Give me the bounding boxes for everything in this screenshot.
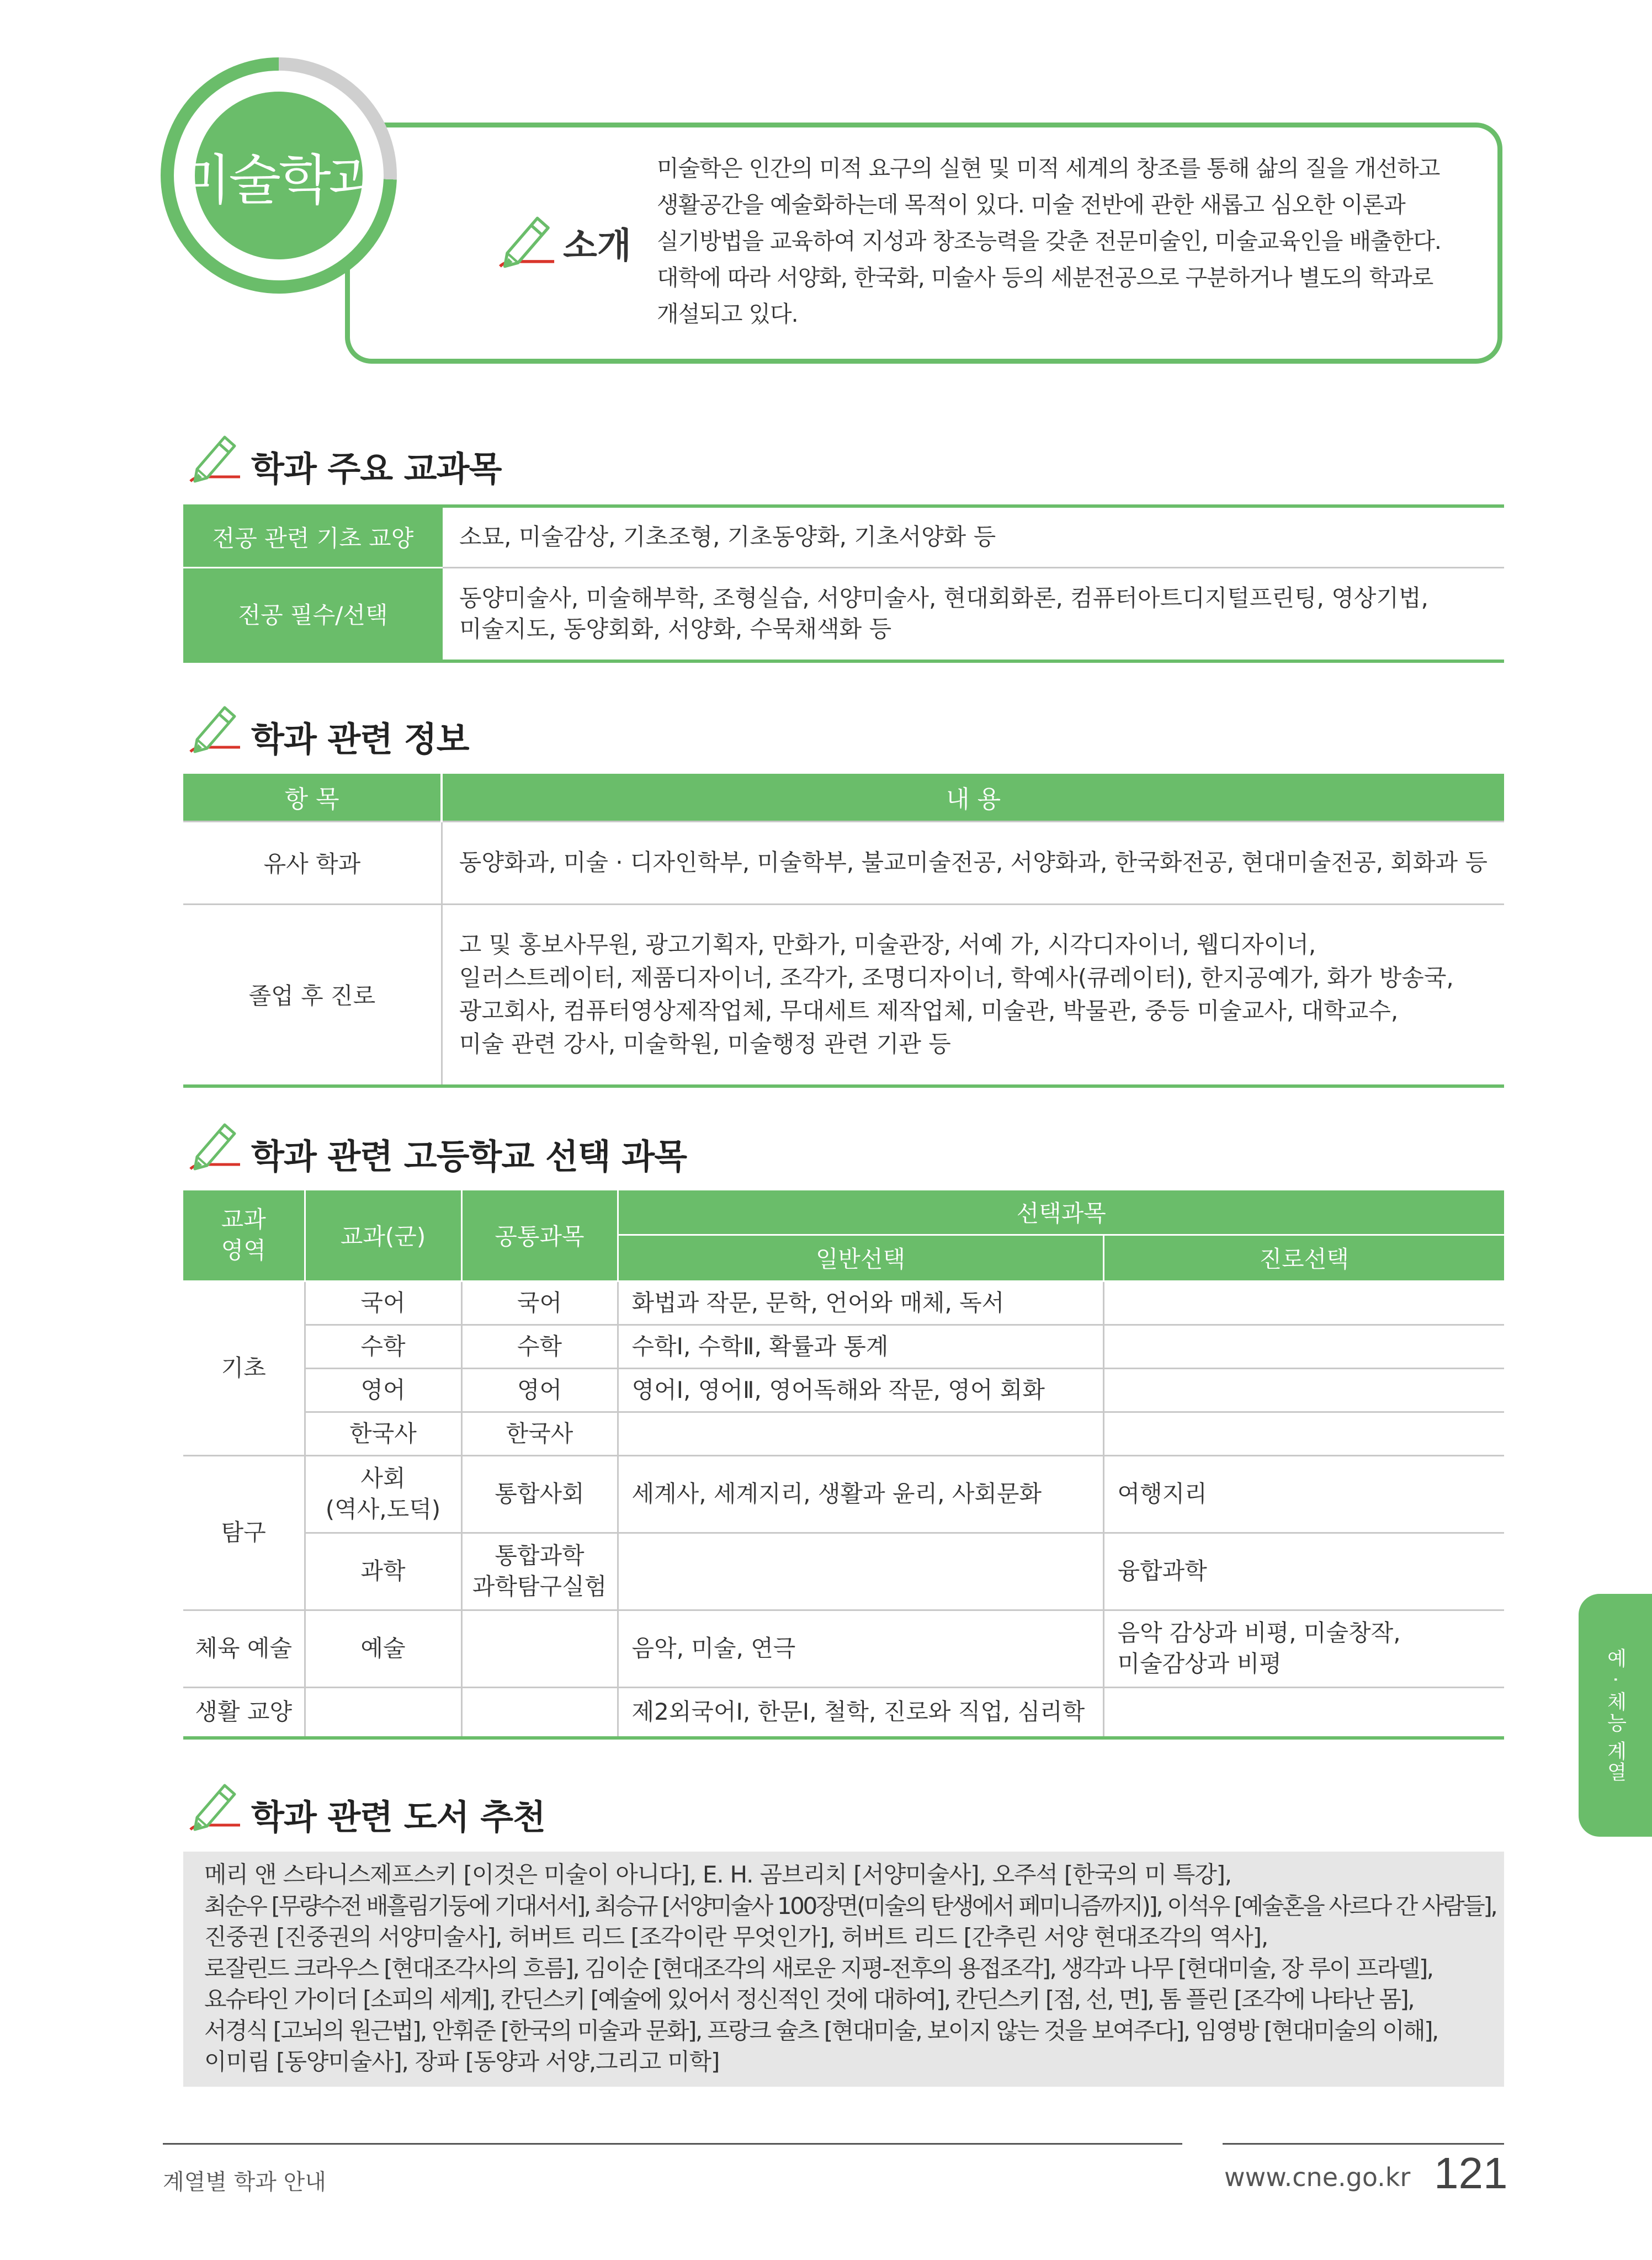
table-header-row [183, 774, 1504, 821]
intro-line: 미술학은 인간의 미적 요구의 실현 및 미적 세계의 창조를 통해 삶의 질을 개선하고 [657, 155, 1440, 182]
career-cell [1103, 1412, 1504, 1455]
table-header-row [183, 1190, 1504, 1235]
row-value [443, 567, 1504, 661]
general-cell: 화법과 작문, 문학, 언어와 매체, 독서 [618, 1281, 1103, 1325]
book-line: 요슈타인 가이더 [소피의 세계], 칸딘스키 [예술에 있어서 정신적인 것에 대하여], 칸딘스키 [점, 선, 면], 톰 플린 [조각에 나타난 몸], [204, 1986, 1414, 2013]
career-cell [1103, 1610, 1504, 1687]
table-row [183, 1412, 1504, 1455]
general-cell: 수학Ⅰ, 수학Ⅱ, 확률과 통계 [618, 1325, 1103, 1368]
row-value [442, 821, 1504, 904]
row-value-line: 동양화과, 미술 · 디자인학부, 미술학부, 불교미술전공, 서양화과, 한국화전공, 현대미술전공, 회화과 등 [459, 849, 1488, 876]
common-cell: 수학 [461, 1325, 618, 1368]
row-label: 전공 관련 기초 교양 [183, 506, 443, 567]
area-cell: 기초 [183, 1281, 305, 1455]
row-value-line: 일러스트레이터, 제품디자이너, 조각가, 조명디자이너, 학예사(큐레이터), 한지공예가, 화가 방송국, [459, 964, 1454, 992]
table-row [183, 567, 1504, 661]
intro-line: 생활공간을 예술화하는데 목적이 있다. 미술 전반에 관한 새롭고 심오한 이론과 [657, 192, 1405, 218]
footer-url[interactable]: www.cne.go.kr [1224, 2162, 1411, 2192]
header-content: 내 용 [442, 774, 1504, 821]
table-row [183, 1325, 1504, 1368]
career-cell [1103, 1325, 1504, 1368]
career-cell: 융합과학 [1103, 1533, 1504, 1610]
header-common: 공통과목 [461, 1190, 618, 1281]
group-cell-line: 사회 [360, 1465, 406, 1492]
intro-line: 대학에 따라 서양화, 한국화, 미술사 등의 세분전공으로 구분하거나 별도의 학과로 [657, 264, 1433, 291]
book-line: 최순우 [무량수전 배흘림기둥에 기대서서], 최승규 [서양미술사 100장면(미술의 탄생에서 페미니즘까지)], 이석우 [예술혼을 사르다 간 사람들], [204, 1892, 1496, 1919]
department-title: 미술학과 [178, 148, 379, 212]
header-select: 선택과목 [618, 1190, 1504, 1235]
table-row [183, 1533, 1504, 1610]
table-row [183, 506, 1504, 567]
career-cell: 여행지리 [1103, 1455, 1504, 1533]
row-value-line: 미술 관련 강사, 미술학원, 미술행정 관련 기관 등 [459, 1030, 951, 1058]
book-line: 메리 앤 스타니스제프스키 [이것은 미술이 아니다], E. H. 곰브리치 [서양미술사], 오주석 [한국의 미 특강], [204, 1861, 1231, 1888]
row-label: 전공 필수/선택 [183, 567, 443, 661]
area-cell: 생활 교양 [183, 1687, 305, 1738]
table-row [183, 1455, 1504, 1533]
pencil-icon [185, 1780, 246, 1835]
courses-table [183, 504, 1504, 663]
area-cell: 체육 예술 [183, 1610, 305, 1687]
pencil-icon [185, 702, 246, 757]
header-area [183, 1190, 305, 1281]
section-title-courses: 학과 주요 교과목 [251, 449, 502, 489]
group-cell: 수학 [305, 1325, 461, 1368]
table-row [183, 1610, 1504, 1687]
general-cell: 영어Ⅰ, 영어Ⅱ, 영어독해와 작문, 영어 회화 [618, 1368, 1103, 1412]
intro-line: 개설되고 있다. [657, 301, 798, 327]
highschool-table [183, 1190, 1504, 1740]
career-cell-line: 미술감상과 비평 [1117, 1650, 1282, 1677]
row-value-line: 고 및 홍보사무원, 광고기획자, 만화가, 미술관장, 서예 가, 시각디자이너, 웹디자이너, [459, 931, 1316, 959]
book-line: 로잘린드 크라우스 [현대조각사의 흐름], 김이순 [현대조각의 새로운 지평-전후의 용접조각], 생각과 나무 [현대미술, 장 루이 프라델], [204, 1954, 1433, 1982]
career-cell-line: 음악 감상과 비평, 미술창작, [1117, 1619, 1401, 1646]
books-box [183, 1852, 1504, 2087]
header-general: 일반선택 [618, 1235, 1103, 1281]
header-area-line: 영역 [221, 1237, 266, 1264]
row-value [442, 904, 1504, 1086]
common-cell: 영어 [461, 1368, 618, 1412]
common-cell: 한국사 [461, 1412, 618, 1455]
career-cell [1103, 1687, 1504, 1738]
row-label: 유사 학과 [183, 821, 442, 904]
row-value-line: 소묘, 미술감상, 기초조형, 기초동양화, 기초서양화 등 [459, 523, 996, 551]
common-cell-line: 과학탐구실험 [472, 1573, 607, 1600]
row-value-line: 동양미술사, 미술해부학, 조형실습, 서양미술사, 현대회화론, 컴퓨터아트디지털프린팅, 영상기법, [459, 584, 1428, 612]
common-cell [461, 1687, 618, 1738]
header-group: 교과(군) [305, 1190, 461, 1281]
general-cell: 음악, 미술, 연극 [618, 1610, 1103, 1687]
intro-text [657, 150, 1474, 332]
table-row [183, 1368, 1504, 1412]
table-row [183, 1687, 1504, 1738]
intro-label: 소개 [563, 226, 631, 267]
section-title-info: 학과 관련 정보 [251, 719, 469, 759]
table-row [183, 904, 1504, 1086]
common-cell [461, 1610, 618, 1687]
info-table [183, 774, 1504, 1088]
table-row [183, 821, 1504, 904]
header-item: 항 목 [183, 774, 442, 821]
footer-divider [163, 2143, 1182, 2145]
row-value-line: 광고회사, 컴퓨터영상제작업체, 무대세트 제작업체, 미술관, 박물관, 중등 미술교사, 대학교수, [459, 997, 1399, 1025]
group-cell: 국어 [305, 1281, 461, 1325]
row-value [443, 506, 1504, 567]
footer-section-label: 계열별 학과 안내 [163, 2169, 326, 2195]
group-cell [305, 1455, 461, 1533]
book-line: 이미림 [동양미술사], 장파 [동양과 서양,그리고 미학] [204, 2048, 720, 2075]
group-cell: 과학 [305, 1533, 461, 1610]
header-career: 진로선택 [1103, 1235, 1504, 1281]
group-cell: 영어 [305, 1368, 461, 1412]
intro-line: 실기방법을 교육하여 지성과 창조능력을 갖춘 전문미술인, 미술교육인을 배출한다. [657, 228, 1441, 254]
side-tab-label: 예 · 체능 계열 [1604, 1648, 1627, 1783]
common-cell [461, 1533, 618, 1610]
common-cell: 통합사회 [461, 1455, 618, 1533]
career-cell [1103, 1281, 1504, 1325]
common-cell-line: 통합과학 [495, 1542, 585, 1569]
general-cell: 세계사, 세계지리, 생활과 윤리, 사회문화 [618, 1455, 1103, 1533]
footer-divider [1223, 2143, 1504, 2145]
section-title-books: 학과 관련 도서 추천 [251, 1797, 545, 1837]
group-cell: 예술 [305, 1610, 461, 1687]
pencil-icon [185, 1119, 246, 1174]
career-cell [1103, 1368, 1504, 1412]
category-side-tab[interactable] [1579, 1594, 1652, 1837]
book-line: 서경식 [고뇌의 원근법], 안휘준 [한국의 미술과 문화], 프랑크 슐츠 [현대미술, 보이지 않는 것을 보여주다], 임영방 [현대미술의 이해], [204, 2017, 1438, 2044]
table-row [183, 1281, 1504, 1325]
header-area-line: 교과 [221, 1206, 266, 1233]
group-cell [305, 1687, 461, 1738]
general-cell [618, 1412, 1103, 1455]
pencil-icon [185, 432, 246, 487]
group-cell-line: (역사,도덕) [325, 1496, 441, 1523]
row-value-line: 미술지도, 동양회화, 서양화, 수묵채색화 등 [459, 615, 892, 643]
area-cell: 탐구 [183, 1455, 305, 1610]
general-cell: 제2외국어Ⅰ, 한문Ⅰ, 철학, 진로와 직업, 심리학 [618, 1687, 1103, 1738]
group-cell: 한국사 [305, 1412, 461, 1455]
pencil-icon [494, 212, 560, 273]
book-line: 진중권 [진중권의 서양미술사], 허버트 리드 [조각이란 무엇인가], 허버트 리드 [간추린 서양 현대조각의 역사], [204, 1923, 1268, 1950]
general-cell [618, 1533, 1103, 1610]
title-circle [178, 92, 379, 259]
row-label: 졸업 후 진로 [183, 904, 442, 1086]
page-number: 121 [1434, 2149, 1508, 2198]
common-cell: 국어 [461, 1281, 618, 1325]
section-title-highschool: 학과 관련 고등학교 선택 과목 [251, 1136, 687, 1177]
